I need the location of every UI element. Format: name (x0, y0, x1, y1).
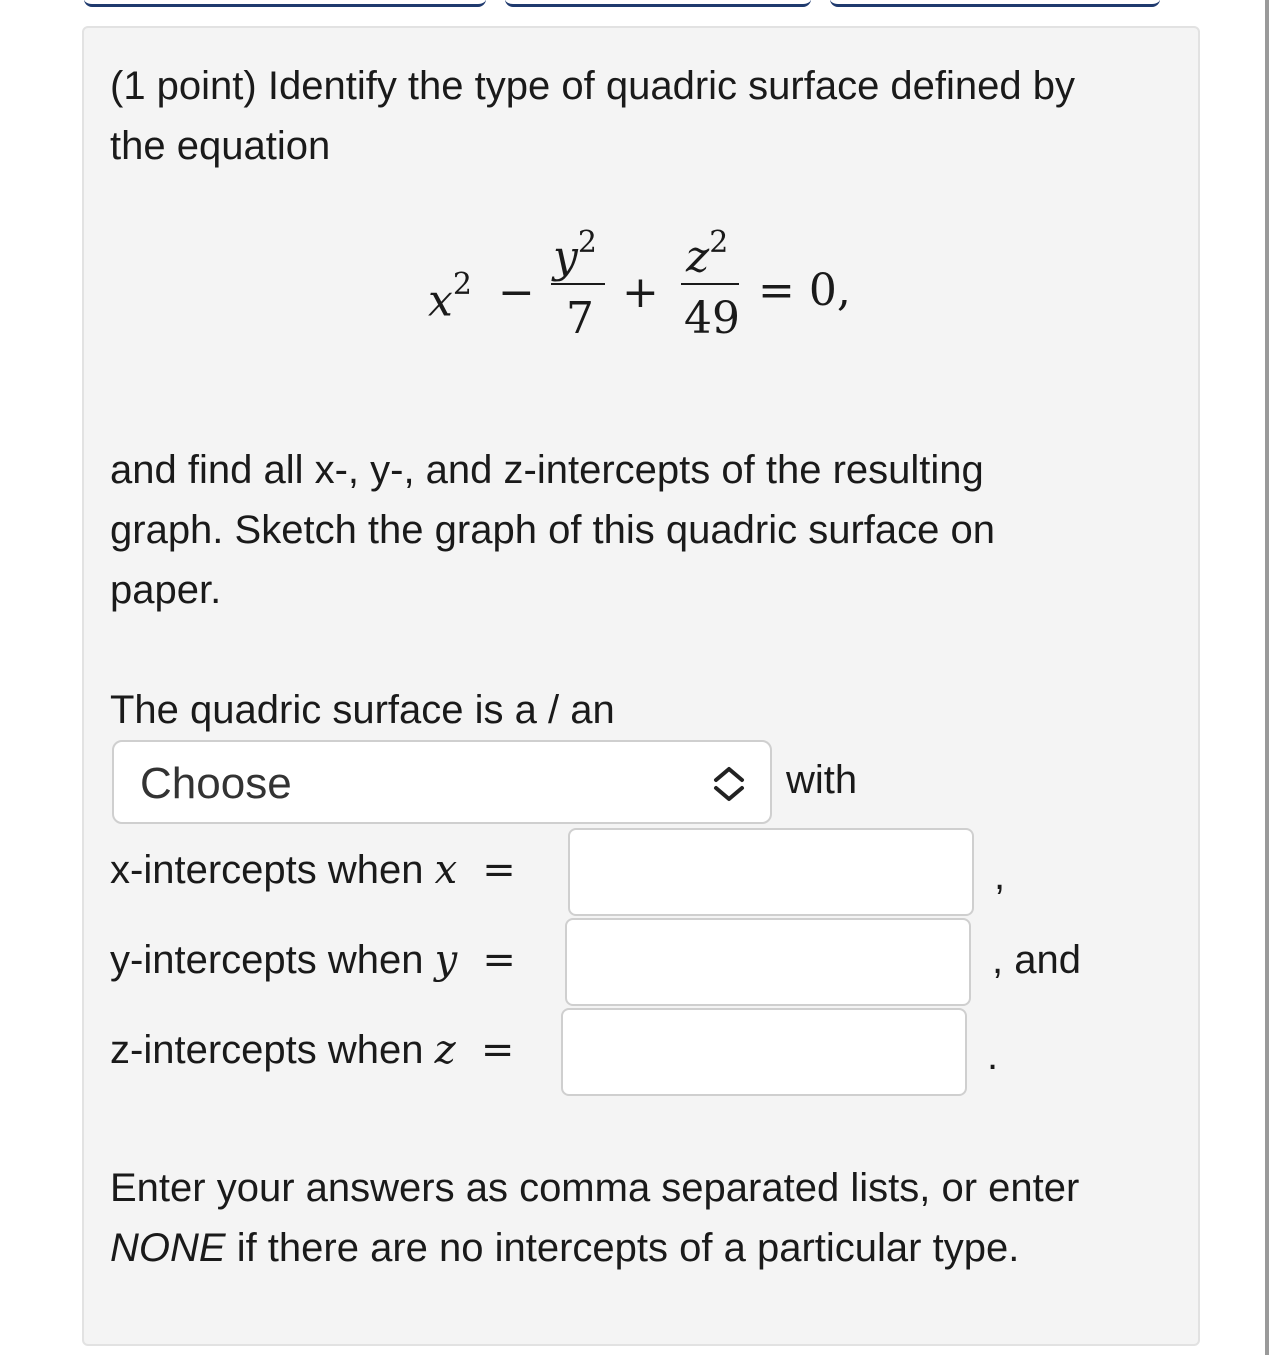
z-equals: = (480, 1027, 515, 1073)
body-line-1: and find all x-, y-, and z-intercepts of the resulting (110, 448, 984, 492)
chevron-up-down-icon (710, 764, 748, 804)
instructions-line-1: Enter your answers as comma separated lists, or enter (110, 1166, 1080, 1210)
frac1-den: 7 (566, 293, 594, 344)
frac2-num-base: z (686, 231, 710, 283)
intro-line-1: (1 point) Identify the type of quadric surface defined by (110, 64, 1076, 108)
operator-plus: + (622, 267, 659, 318)
frac1-num-exp: 2 (577, 225, 597, 260)
intro-line-2: the equation (110, 124, 331, 168)
y-intercepts-input[interactable] (565, 918, 971, 1006)
frac1-num-base: y (553, 231, 578, 283)
top-tab-2[interactable] (505, 0, 811, 7)
select-value: Choose (140, 759, 292, 808)
term1-exp: 2 (452, 267, 472, 302)
scrollbar-thumb[interactable] (1265, 0, 1269, 1355)
none-keyword: NONE (110, 1226, 226, 1270)
y-var: y (434, 937, 458, 983)
equation-rhs: = 0, (758, 265, 851, 316)
instructions-line-2: NONE if there are no intercepts of a particular type. (110, 1226, 1020, 1270)
z-intercepts-label: z-intercepts when z = (110, 1027, 515, 1073)
frac2-num-exp: 2 (709, 225, 729, 260)
x-var: x (434, 847, 458, 893)
term1-base: x (428, 275, 453, 327)
frac1-bar (551, 283, 605, 285)
body-line-2: graph. Sketch the graph of this quadric surface on (110, 508, 995, 552)
frac2-bar (681, 283, 739, 285)
top-tab-3[interactable] (830, 0, 1160, 7)
x-intercepts-label: x-intercepts when x = (110, 847, 516, 893)
top-tab-1[interactable] (84, 0, 486, 7)
frac2-den: 49 (684, 293, 740, 344)
x-equals: = (482, 847, 516, 893)
z-suffix: . (987, 1034, 999, 1078)
scrollbar[interactable] (1268, 0, 1284, 1355)
quadric-equation (0, 210, 1284, 350)
z-intercepts-input[interactable] (561, 1008, 967, 1096)
surface-type-select[interactable] (112, 740, 772, 824)
operator-minus: − (498, 267, 535, 318)
z-var: z (434, 1027, 456, 1073)
x-intercepts-input[interactable] (568, 828, 974, 916)
x-suffix: , (994, 854, 1006, 898)
surface-suffix: with (786, 758, 858, 802)
body-line-3: paper. (110, 568, 222, 612)
surface-prompt: The quadric surface is a / an (110, 688, 615, 732)
y-equals: = (482, 937, 516, 983)
y-intercepts-label: y-intercepts when y = (110, 937, 516, 983)
y-suffix: , and (992, 938, 1081, 982)
